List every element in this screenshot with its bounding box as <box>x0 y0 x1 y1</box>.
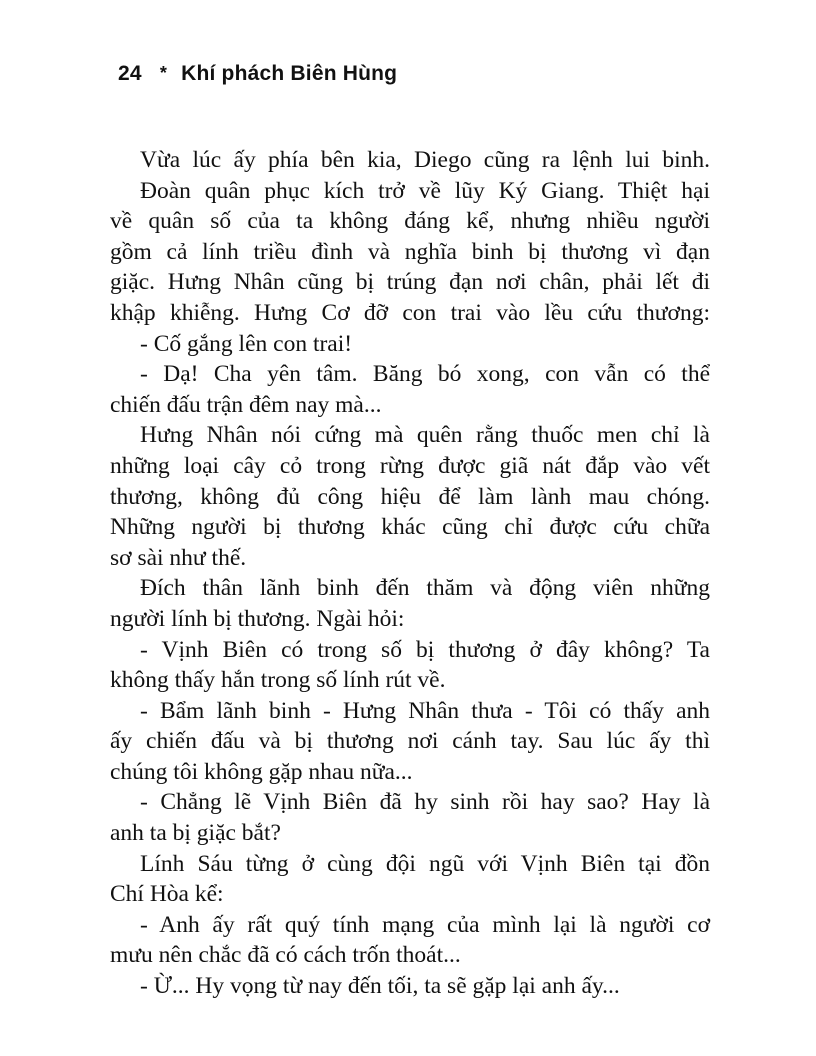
text-line: những loại cây cỏ trong rừng được giã nát đắp vào vết <box>110 452 710 479</box>
text-line: Đoàn quân phục kích trở về lũy Ký Giang. Thiệt hại <box>140 177 710 204</box>
text-line: sơ sài như thế. <box>110 544 247 571</box>
page-number: 24 <box>118 62 142 85</box>
text-line: - Ừ... Hy vọng từ nay đến tối, ta sẽ gặp lại anh ấy... <box>140 973 620 1000</box>
text-line: chúng tôi không gặp nhau nữa... <box>110 758 413 785</box>
running-header <box>118 62 397 86</box>
text-line: người lính bị thương. Ngài hỏi: <box>110 605 405 632</box>
text-line: - Cố gắng lên con trai! <box>140 330 353 357</box>
text-line: - Chẳng lẽ Vịnh Biên đã hy sinh rồi hay sao? Hay là <box>140 789 710 816</box>
header-separator: * <box>159 63 168 83</box>
text-line: ấy chiến đấu và bị thương nơi cánh tay. Sau lúc ấy thì <box>110 728 710 755</box>
text-line: khập khiễng. Hưng Cơ đỡ con trai vào lều cứu thương: <box>110 299 710 326</box>
text-line: Chí Hòa kể: <box>110 881 224 908</box>
text-line: Hưng Nhân nói cứng mà quên rằng thuốc men chỉ là <box>140 422 710 449</box>
text-line: - Vịnh Biên có trong số bị thương ở đây không? Ta <box>140 636 710 663</box>
text-line: chiến đấu trận đêm nay mà... <box>110 391 382 418</box>
text-line: Những người bị thương khác cũng chỉ được cứu chữa <box>110 514 710 541</box>
text-line: Đích thân lãnh binh đến thăm và động viên những <box>140 575 710 602</box>
text-line: - Dạ! Cha yên tâm. Băng bó xong, con vẫn có thể <box>140 361 710 388</box>
text-line: thương, không đủ công hiệu để làm lành mau chóng. <box>110 483 710 510</box>
text-line: - Bẩm lãnh binh - Hưng Nhân thưa - Tôi có thấy anh <box>140 697 710 724</box>
text-line: - Anh ấy rất quý tính mạng của mình lại là người cơ <box>140 911 710 938</box>
text-line: không thấy hắn trong số lính rút về. <box>110 667 446 694</box>
text-line: về quân số của ta không đáng kể, nhưng nhiều người <box>110 208 710 235</box>
body-text <box>110 145 710 1002</box>
book-title: Khí phách Biên Hùng <box>181 62 398 85</box>
text-line: mưu nên chắc đã có cách trốn thoát... <box>110 942 461 969</box>
text-line: gồm cả lính triều đình và nghĩa binh bị thương vì đạn <box>110 238 710 265</box>
text-line: Vừa lúc ấy phía bên kia, Diego cũng ra lệnh lui binh. <box>140 147 710 173</box>
text-line: anh ta bị giặc bắt? <box>110 820 281 847</box>
text-line: giặc. Hưng Nhân cũng bị trúng đạn nơi chân, phải lết đi <box>110 269 710 296</box>
text-line: Lính Sáu từng ở cùng đội ngũ với Vịnh Biên tại đồn <box>140 850 710 877</box>
